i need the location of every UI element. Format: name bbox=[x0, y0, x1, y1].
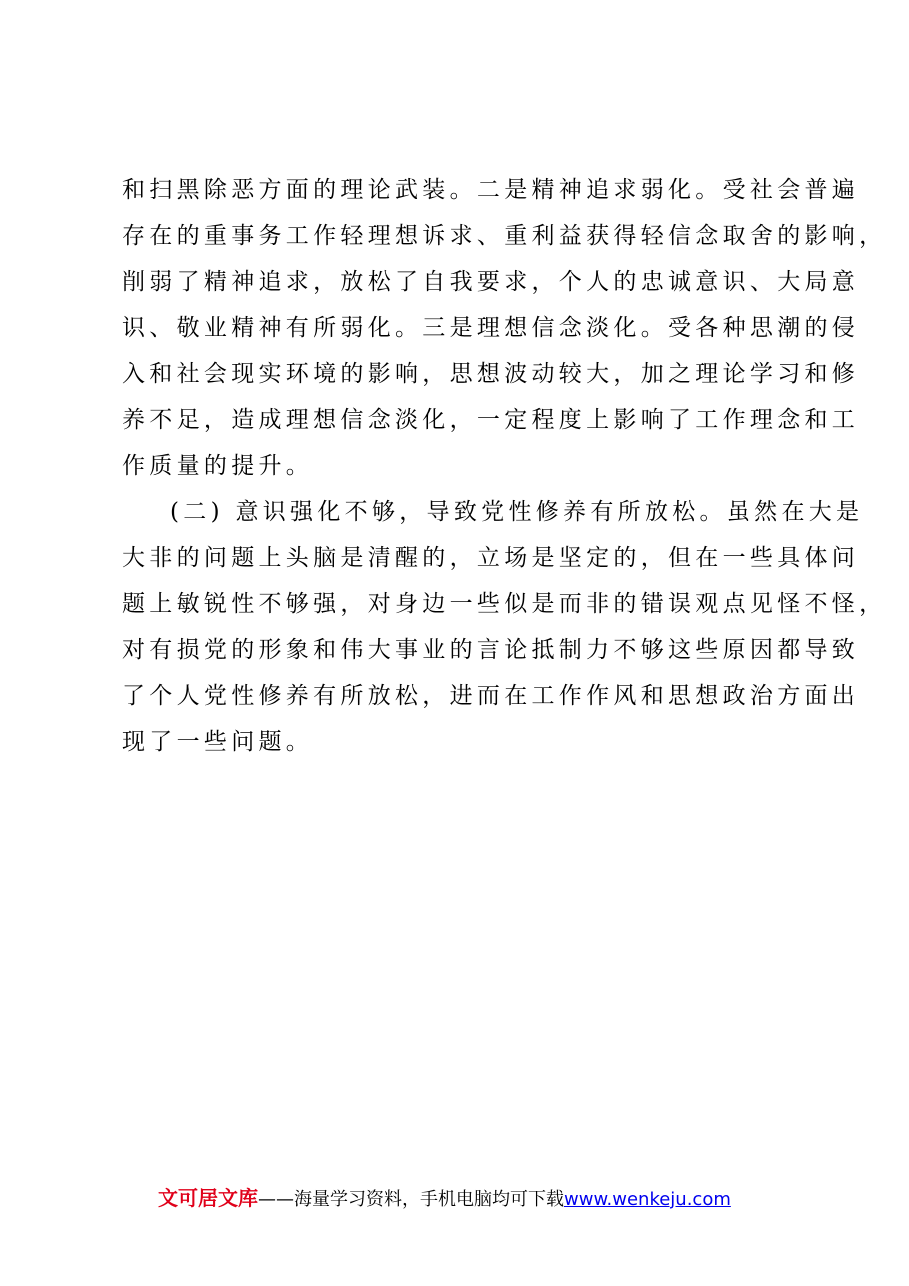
section-heading-line: (二) 意识强化不够，导致党性修养有所放松。虽然在大是 bbox=[170, 499, 864, 525]
footer-banner bbox=[158, 1183, 798, 1213]
text-line: 现了一些问题。 bbox=[122, 729, 314, 755]
text-line: 识、敬业精神有所弱化。三是理想信念淡化。受各种思潮的侵 bbox=[122, 315, 860, 341]
text-line: 题上敏锐性不够强，对身边一些似是而非的错误观点见怪不怪， bbox=[122, 591, 887, 617]
text-line: 入和社会现实环境的影响，思想波动较大，加之理论学习和修 bbox=[122, 361, 860, 387]
text-line: 存在的重事务工作轻理想诉求、重利益获得轻信念取舍的影响， bbox=[122, 223, 887, 249]
text-line: 和扫黑除恶方面的理论武装。二是精神追求弱化。受社会普遍 bbox=[122, 177, 860, 203]
text-line: 大非的问题上头脑是清醒的，立场是坚定的，但在一些具体问 bbox=[122, 545, 860, 571]
footer-tagline: ——海量学习资料，手机电脑均可下载 bbox=[258, 1189, 564, 1210]
text-line: 对有损党的形象和伟大事业的言论抵制力不够这些原因都导致 bbox=[122, 637, 860, 663]
footer-website-link[interactable]: www.wenkeju.com bbox=[564, 1189, 731, 1210]
text-line: 作质量的提升。 bbox=[122, 453, 314, 479]
document-body bbox=[122, 167, 887, 765]
text-line: 削弱了精神追求，放松了自我要求，个人的忠诚意识、大局意 bbox=[122, 269, 860, 295]
text-line: 了个人党性修养有所放松，进而在工作作风和思想政治方面出 bbox=[122, 683, 860, 709]
text-line: 养不足，造成理想信念淡化，一定程度上影响了工作理念和工 bbox=[122, 407, 860, 433]
footer-brand: 文可居文库 bbox=[158, 1186, 258, 1210]
